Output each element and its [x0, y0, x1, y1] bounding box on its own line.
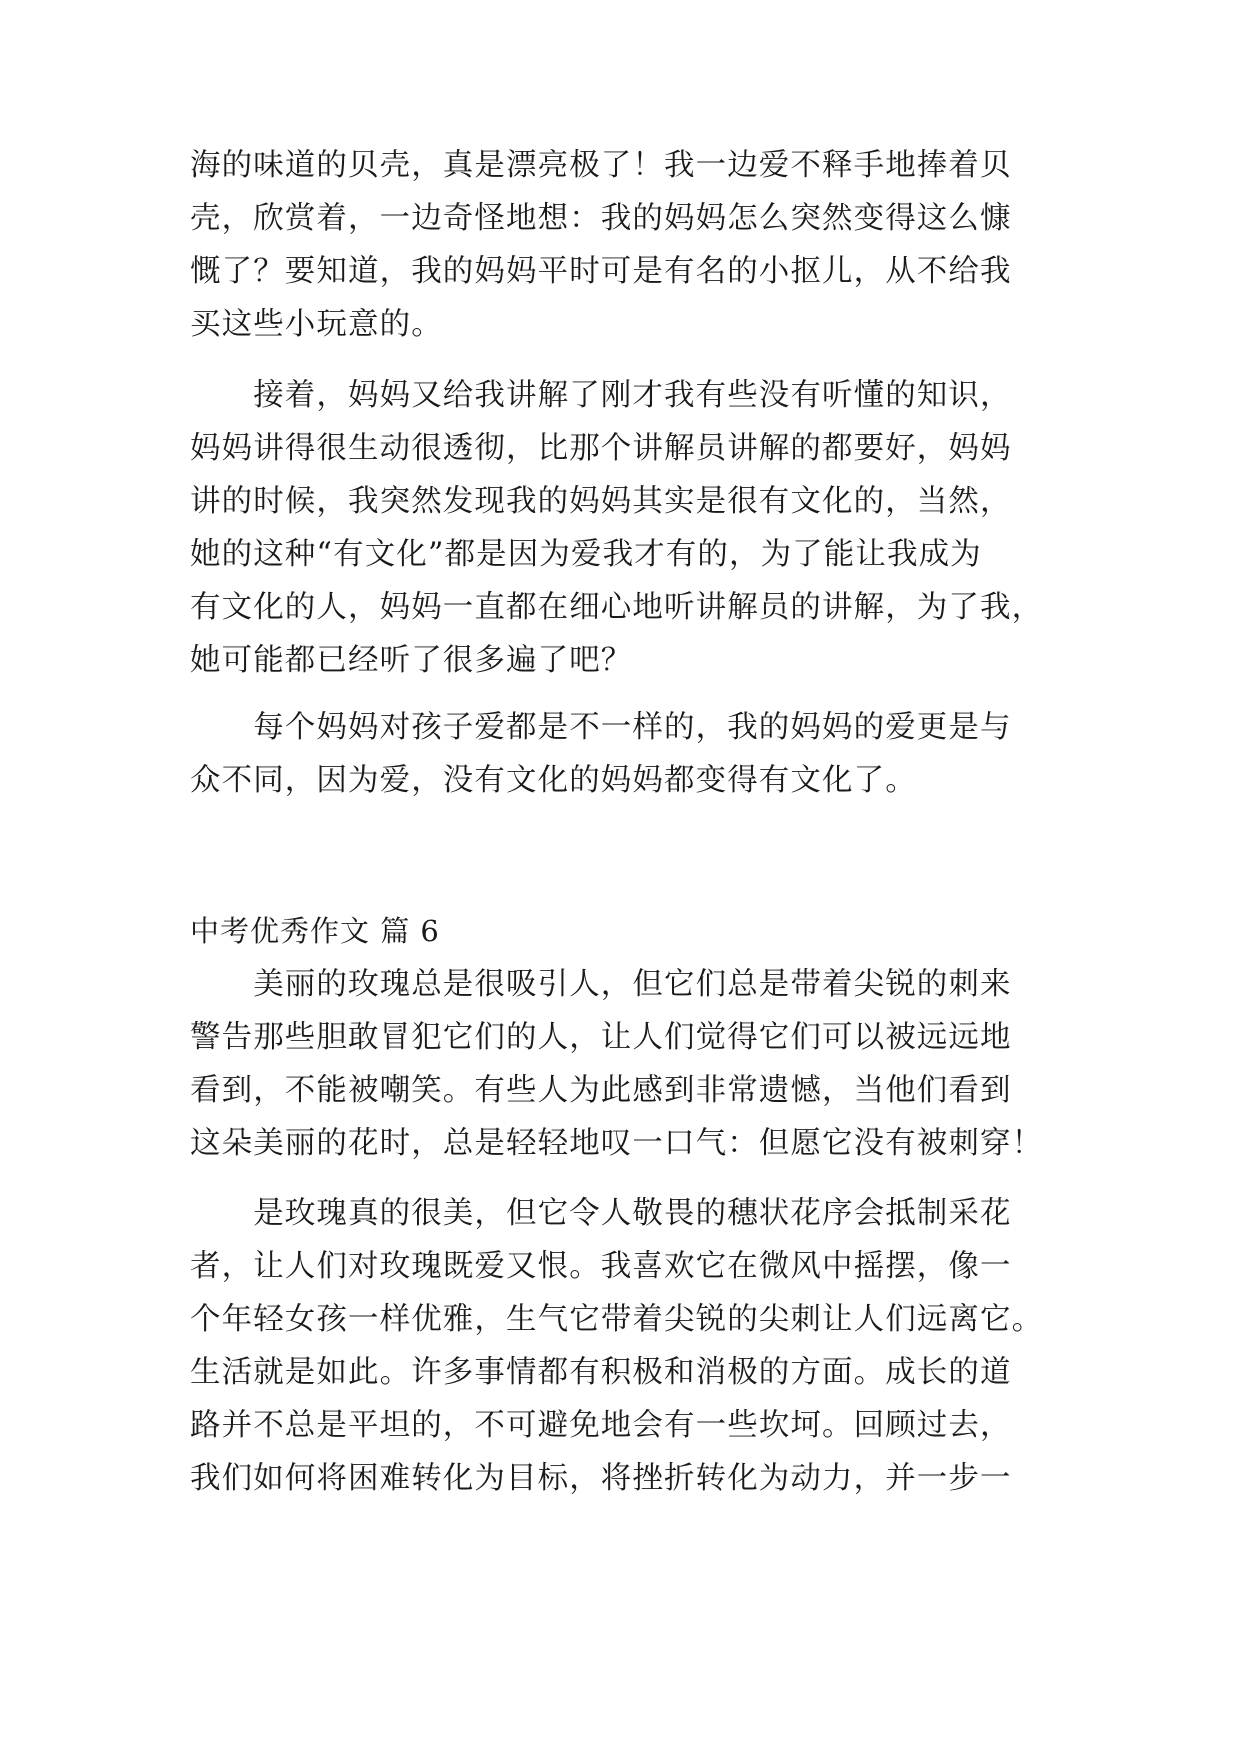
section-heading: 中考优秀作文 篇 6 — [190, 914, 440, 948]
text-line: 这朵美丽的花时，总是轻轻地叹一口气：但愿它没有被刺穿！ — [190, 1126, 1044, 1161]
text-line: 海的味道的贝壳，真是漂亮极了！我一边爱不释手地捧着贝 — [190, 148, 1012, 183]
text-line: 每个妈妈对孩子爱都是不一样的，我的妈妈的爱更是与 — [190, 710, 1012, 745]
text-line: 生活就是如此。许多事情都有积极和消极的方面。成长的道 — [190, 1355, 1012, 1390]
text-line: 壳，欣赏着，一边奇怪地想：我的妈妈怎么突然变得这么慷 — [190, 201, 1012, 236]
text-line: 众不同，因为爱，没有文化的妈妈都变得有文化了。 — [190, 763, 917, 798]
text-line: 她的这种“有文化”都是因为爱我才有的，为了能让我成为 — [190, 537, 982, 572]
text-line: 看到，不能被嘲笑。有些人为此感到非常遗憾，当他们看到 — [190, 1073, 1012, 1108]
text-line: 是玫瑰真的很美，但它令人敬畏的穗状花序会抵制采花 — [190, 1196, 1012, 1231]
text-line: 买这些小玩意的。 — [190, 307, 443, 342]
text-line: 接着，妈妈又给我讲解了刚才我有些没有听懂的知识， — [190, 378, 1012, 413]
text-line: 者，让人们对玫瑰既爱又恨。我喜欢它在微风中摇摆，像一 — [190, 1249, 1012, 1284]
text-line: 讲的时候，我突然发现我的妈妈其实是很有文化的，当然， — [190, 484, 1012, 519]
text-line: 美丽的玫瑰总是很吸引人，但它们总是带着尖锐的刺来 — [190, 967, 1012, 1002]
text-line: 警告那些胆敢冒犯它们的人，让人们觉得它们可以被远远地 — [190, 1020, 1012, 1055]
text-line: 慨了？要知道，我的妈妈平时可是有名的小抠儿，从不给我 — [190, 254, 1012, 289]
text-line: 她可能都已经听了很多遍了吧？ — [190, 643, 633, 678]
text-line: 个年轻女孩一样优雅，生气它带着尖锐的尖刺让人们远离它。 — [190, 1302, 1044, 1337]
text-line: 我们如何将困难转化为目标，将挫折转化为动力，并一步一 — [190, 1461, 1012, 1496]
text-line: 有文化的人，妈妈一直都在细心地听讲解员的讲解，为了我， — [190, 590, 1044, 625]
text-line: 路并不总是平坦的，不可避免地会有一些坎坷。回顾过去， — [190, 1408, 1012, 1443]
text-line: 妈妈讲得很生动很透彻，比那个讲解员讲解的都要好，妈妈 — [190, 431, 1012, 466]
